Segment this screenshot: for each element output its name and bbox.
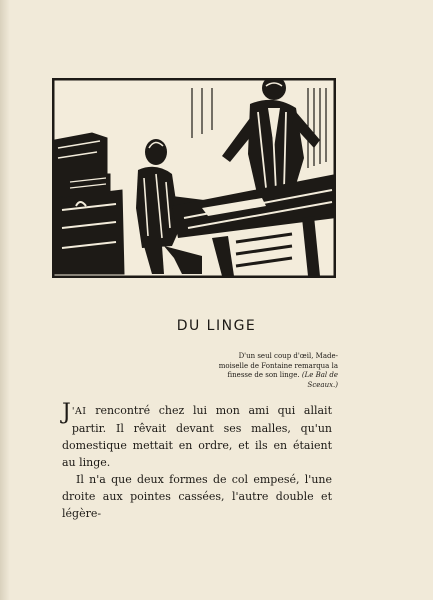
woodcut-svg (52, 78, 336, 278)
paragraph-1-smallcaps: 'AI (71, 406, 87, 417)
page-gutter-shadow (0, 0, 10, 600)
woodcut-illustration (52, 78, 336, 278)
paragraph-1-text: rencontré chez lui mon ami qui allait partir. Il rêvait devant ses malles, qu'un domestique mettait en ordre, et ils en étaient au linge. (62, 404, 332, 469)
paragraph-2-text: Il n'a que deux formes de col empesé, l'une droite aux pointes cassées, l'autre double et légère- (62, 473, 332, 520)
drop-cap: J (62, 400, 71, 425)
chapter-title: DU LINGE (176, 318, 257, 334)
paragraph-1 (62, 402, 332, 471)
paragraph-2 (62, 471, 332, 522)
body-text (62, 402, 332, 522)
epigraph-text: D'un seul coup d'œil, Mademoiselle de Fontaine remarqua la finesse de son linge. (218, 352, 338, 379)
epigraph (218, 352, 338, 390)
epigraph-source: (Le Bal de Sceaux.) (301, 371, 338, 389)
